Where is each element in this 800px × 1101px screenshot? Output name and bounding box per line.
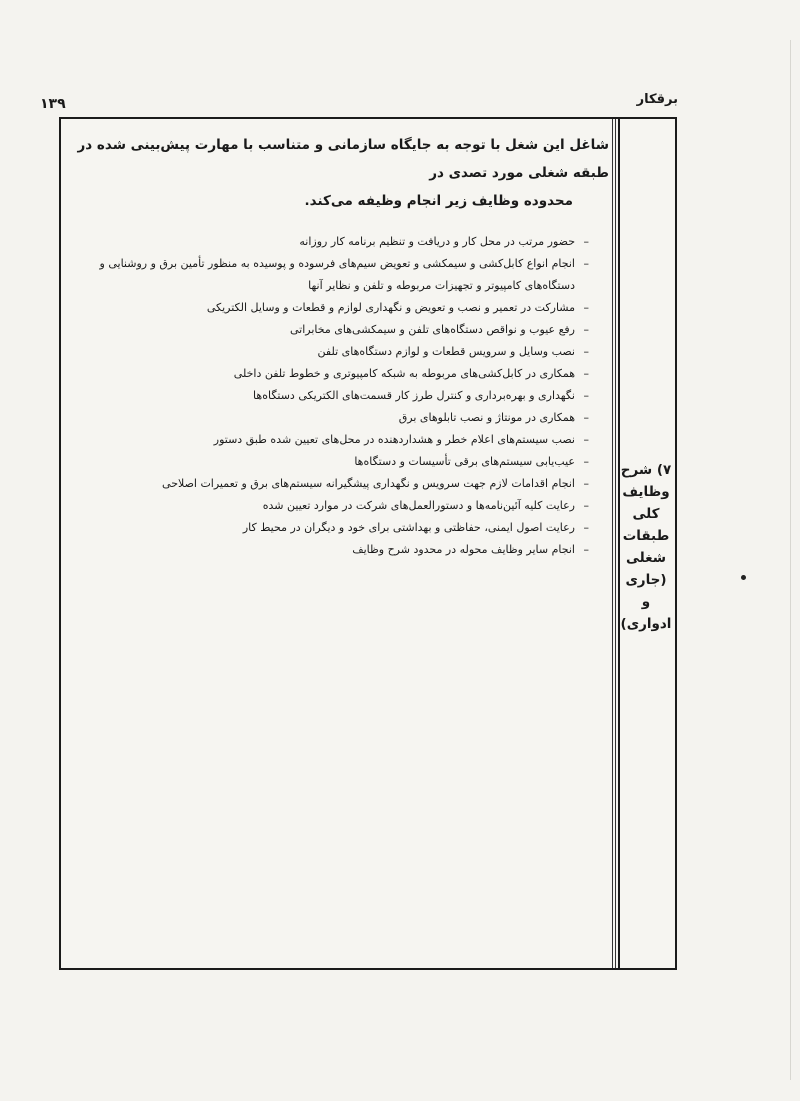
list-item [67,231,589,253]
section-label-line: طبقات [622,528,670,544]
list-item [67,517,589,539]
section-label-line: شغلی [625,550,667,566]
list-item [67,451,589,473]
bullet-dash: – [583,389,589,402]
duty-text: حضور مرتب در محل کار و دریافت و تنظیم برنامه کار روزانه [299,235,575,248]
list-item [67,385,589,407]
list-item [67,407,589,429]
intro-line-2: محدوده وظایف زیر انجام وظیفه می‌کند. [304,193,573,209]
bullet-dash: – [583,323,589,336]
duty-text: نگهداری و بهره‌برداری و کنترل طرز کار قسمت‌های الکتریکی دستگاه‌ها [253,389,575,402]
bullet-dash: – [583,477,589,490]
duty-text: انجام اقدامات لازم جهت سرویس و نگهداری پیشگیرانه سیستم‌های برق و تعمیرات اصلاحی [162,477,575,490]
duty-text: انجام انواع کابل‌کشی و سیمکشی و تعویض سیم‌های فرسوده و پوسیده به منظور تأمین برق و روشنایی و دستگاه‌های کامپیوتر و تجهیزات مربوطه و تلفن و نظایر آنها [99,257,575,292]
bullet-dash: – [583,257,589,270]
section-label-line: ۷) شرح [620,462,672,478]
duty-text: مشارکت در تعمیر و نصب و تعویض و نگهداری لوازم و قطعات و وسایل الکتریکی [206,301,575,314]
duties-table [59,117,677,970]
section-label-line: کلی [632,506,660,522]
list-item [67,539,589,561]
scan-edge-mark [790,40,791,1080]
bullet-dash: – [583,301,589,314]
list-item [67,319,589,341]
bullet-dash: – [583,433,589,446]
bullet-dash: – [583,455,589,468]
bullet-dash: – [583,411,589,424]
bullet-dash: – [583,235,589,248]
duty-text: انجام سایر وظایف محوله در محدود شرح وظایف [352,543,575,556]
duty-text: همکاری در مونتاژ و نصب تابلوهای برق [398,411,575,424]
list-item [67,473,589,495]
section-label-line: (جاری و [625,572,667,610]
duty-text: نصب وسایل و سرویس قطعات و لوازم دستگاه‌های تلفن [317,345,575,358]
list-item [67,297,589,319]
list-item [67,253,589,297]
scan-speck [741,575,746,580]
duty-text: رعایت کلیه آئین‌نامه‌ها و دستورالعمل‌های شرکت در موارد تعیین شده [262,499,575,512]
section-label-line: ادواری) [620,616,672,632]
duty-text: عیب‌یابی سیستم‌های برقی تأسیسات و دستگاه‌ها [354,455,575,468]
page-header-title: برقکار [636,92,678,107]
column-divider [612,119,616,968]
duty-text: رفع عیوب و نواقص دستگاه‌های تلفن و سیمکشی‌های مخابراتی [290,323,575,336]
list-item [67,495,589,517]
duties-list [67,231,609,561]
list-item [67,341,589,363]
section-label-line: وظایف [622,484,670,500]
duty-text: رعایت اصول ایمنی، حفاظتی و بهداشتی برای خود و دیگران در محیط کار [242,521,575,534]
bullet-dash: – [583,345,589,358]
page-number: ۱۳۹ [40,96,66,112]
section-label [620,459,672,635]
bullet-dash: – [583,367,589,380]
duty-text: نصب سیستم‌های اعلام خطر و هشداردهنده در محل‌های تعیین شده طبق دستور [213,433,575,446]
duty-text: همکاری در کابل‌کشی‌های مربوطه به شبکه کامپیوتری و خطوط تلفن داخلی [233,367,575,380]
bullet-dash: – [583,543,589,556]
bullet-dash: – [583,521,589,534]
bullet-dash: – [583,499,589,512]
intro-line-1: شاغل این شغل با توجه به جایگاه سازمانی و متناسب با مهارت پیش‌بینی شده در طبقه شغلی مورد تصدی در [77,137,609,181]
list-item [67,363,589,385]
intro-paragraph [67,131,609,215]
list-item [67,429,589,451]
duties-content [67,131,609,561]
